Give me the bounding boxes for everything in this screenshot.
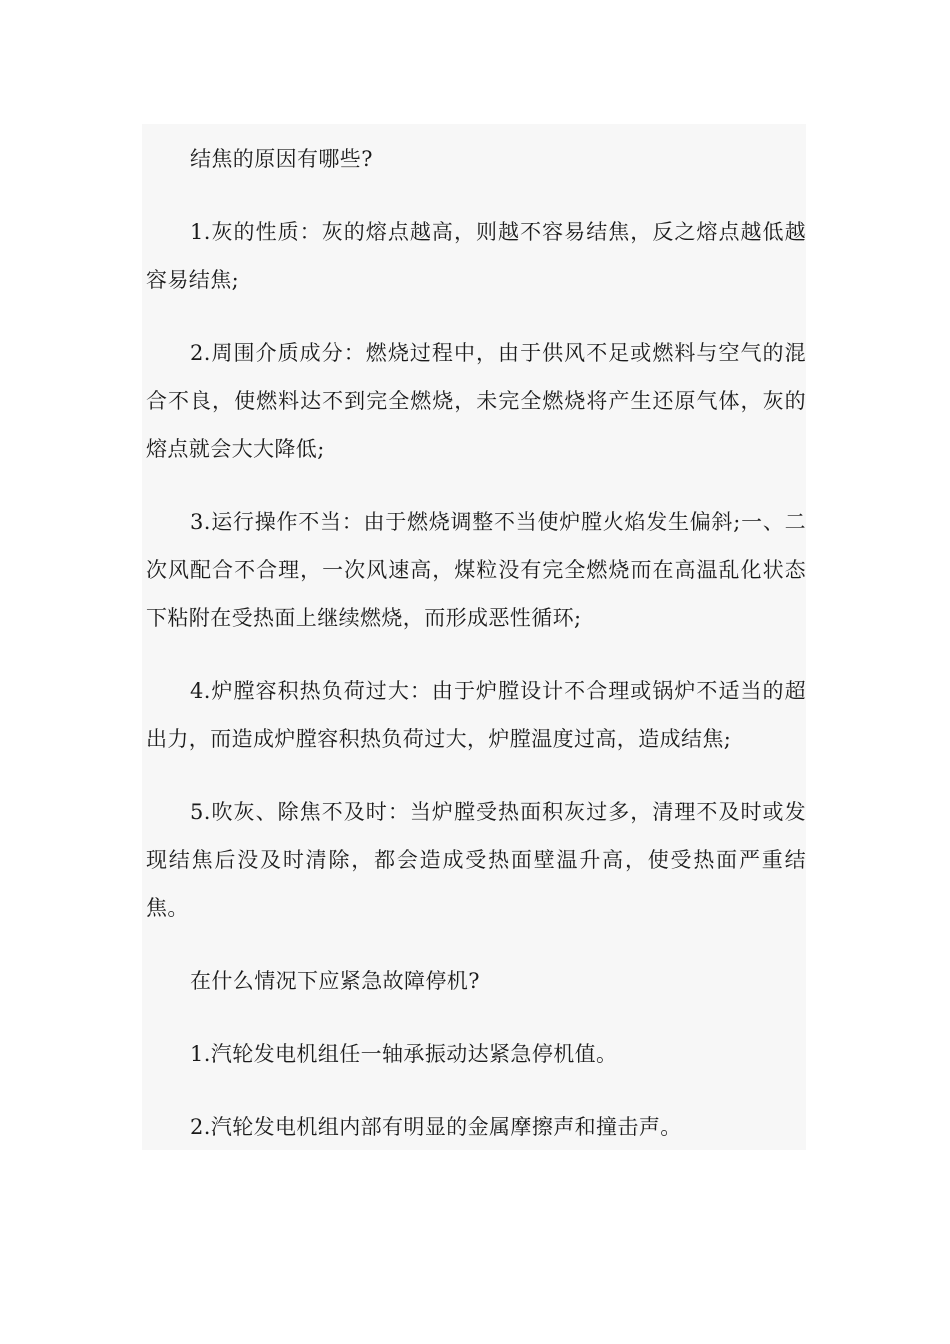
question-heading-coking-causes: 结焦的原因有哪些?: [190, 147, 373, 171]
answer-item-bearing-vibration: 1.汽轮发电机组任一轴承振动达紧急停机值。: [190, 1042, 618, 1066]
answer-item-furnace-heat-load: 4.炉膛容积热负荷过大：由于炉膛设计不合理或锅炉不适当的超出力，而造成炉膛容积热负荷过大，炉膛温度过高，造成结焦;: [146, 679, 806, 751]
answer-item-surrounding-medium: 2.周围介质成分：燃烧过程中，由于供风不足或燃料与空气的混合不良，使燃料达不到完全燃烧，未完全燃烧将产生还原气体，灰的熔点就会大大降低;: [146, 341, 806, 461]
answer-item-improper-operation: 3.运行操作不当：由于燃烧调整不当使炉膛火焰发生偏斜;一、二次风配合不合理，一次风速高，煤粒没有完全燃烧而在高温乱化状态下粘附在受热面上继续燃烧，而形成恶性循环;: [146, 510, 806, 630]
question-heading-emergency-shutdown: 在什么情况下应紧急故障停机?: [190, 969, 480, 993]
document-body: [142, 124, 806, 1150]
answer-item-soot-blowing: 5.吹灰、除焦不及时：当炉膛受热面积灰过多，清理不及时或发现结焦后没及时清除，都会造成受热面壁温升高，使受热面严重结焦。: [146, 800, 806, 920]
answer-item-ash-properties: 1.灰的性质：灰的熔点越高，则越不容易结焦，反之熔点越低越容易结焦;: [146, 220, 806, 292]
answer-item-metal-friction: 2.汽轮发电机组内部有明显的金属摩擦声和撞击声。: [190, 1115, 682, 1139]
